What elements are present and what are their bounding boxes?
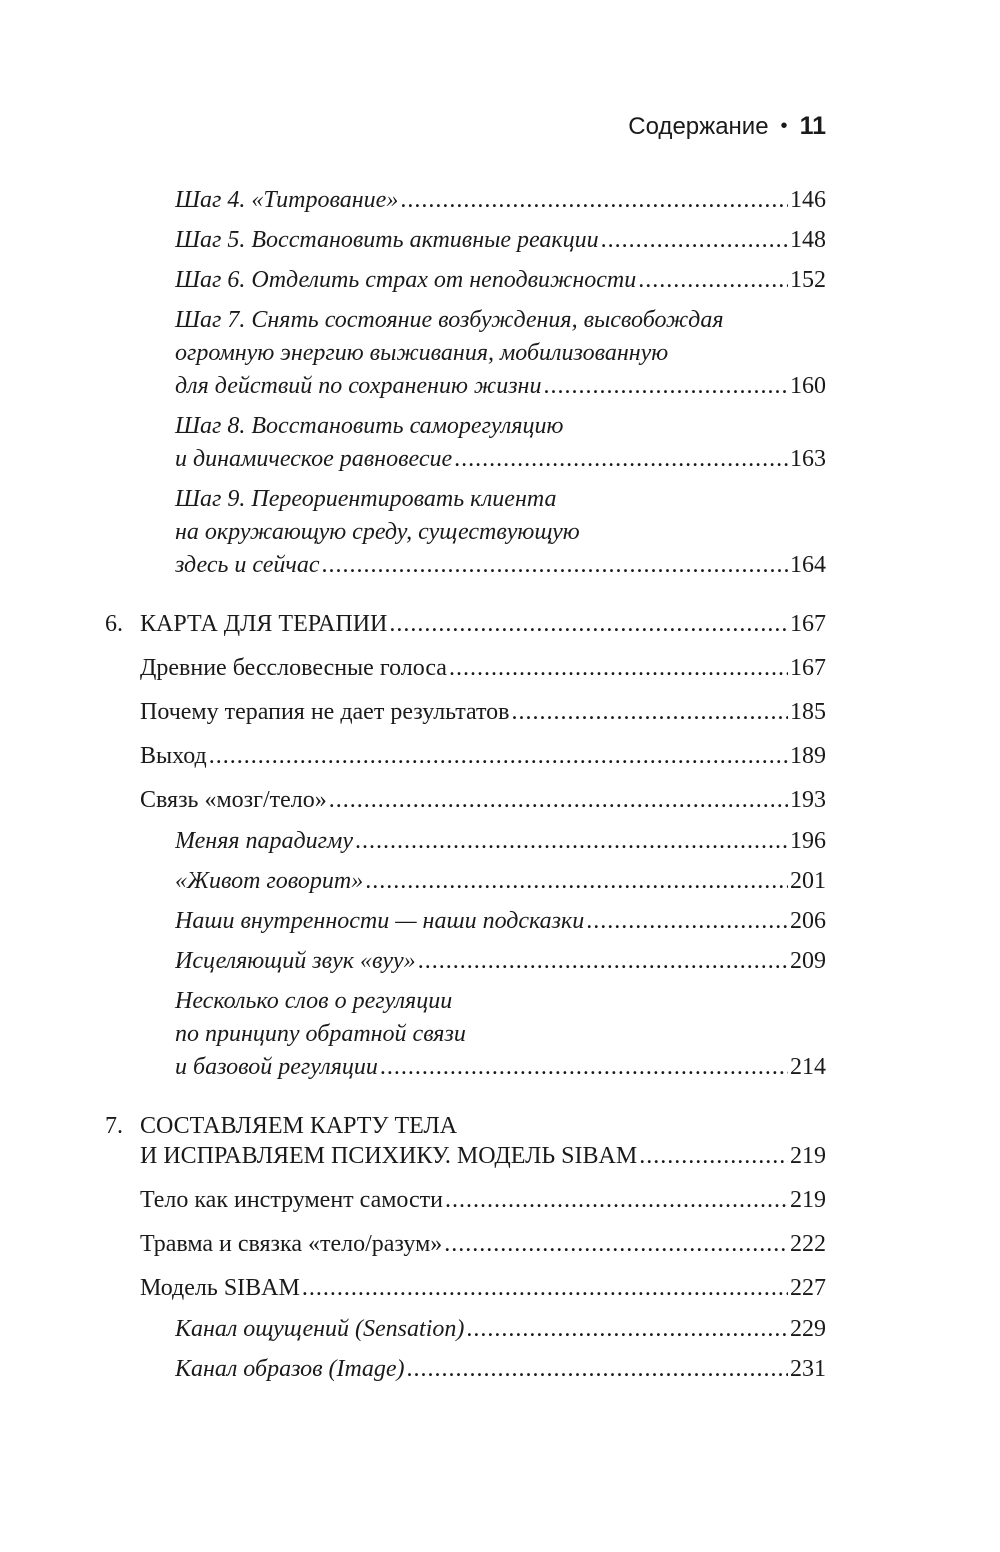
toc-entry-page: 146 <box>790 187 826 213</box>
toc-entry-title: Модель SIBAM <box>140 1275 300 1301</box>
leader-dots <box>329 784 788 816</box>
toc-chapter-7[interactable] <box>140 1140 826 1172</box>
toc-entry-title: Выход <box>140 743 207 769</box>
toc-entry-page: 160 <box>790 373 826 399</box>
toc-entry-trauma-body-mind[interactable] <box>140 1228 826 1260</box>
toc-entry-title: для действий по сохранению жизни <box>175 373 542 399</box>
leader-dots <box>512 696 788 728</box>
leader-dots <box>407 1353 789 1385</box>
toc-entry-title: и базовой регуляции <box>175 1054 378 1080</box>
toc-entry-page: 164 <box>790 552 826 578</box>
toc-entry-step6[interactable] <box>175 264 826 296</box>
chapter-number: 6. <box>105 611 123 637</box>
toc-entry-image-channel[interactable] <box>175 1353 826 1385</box>
toc-entry-page: 219 <box>790 1143 826 1169</box>
toc-chapter-7-line1 <box>105 1110 826 1142</box>
toc-entry-regulation-line2: по принципу обратной связи <box>175 1021 466 1047</box>
toc-entry-title: и динамическое равновесие <box>175 446 453 472</box>
leader-dots <box>454 443 788 475</box>
toc-entry-step8-line1: Шаг 8. Восстановить саморегуляцию <box>175 413 564 439</box>
toc-entry-title: И ИСПРАВЛЯЕМ ПСИХИКУ. МОДЕЛЬ SIBAM <box>140 1143 638 1169</box>
leader-dots <box>601 224 788 256</box>
toc-entry-regulation-line1: Несколько слов о регуляции <box>175 988 453 1014</box>
toc-entry-title: КАРТА ДЛЯ ТЕРАПИИ <box>140 611 388 637</box>
toc-entry-page: 189 <box>790 743 826 769</box>
toc-entry-page: 209 <box>790 948 826 974</box>
leader-dots <box>444 1228 788 1260</box>
toc-entry-step8[interactable] <box>175 443 826 475</box>
toc-entry-page: 206 <box>790 908 826 934</box>
toc-entry-step7-line2: огромную энергию выживания, мобилизованную <box>175 340 669 366</box>
toc-entry-step9-line1: Шаг 9. Переориентировать клиента <box>175 486 557 512</box>
toc-entry-page: 231 <box>790 1356 826 1382</box>
toc-entry-title: здесь и сейчас <box>175 552 320 578</box>
toc-entry-page: 193 <box>790 787 826 813</box>
leader-dots <box>389 608 788 640</box>
toc-entry-title: Древние бессловесные голоса <box>140 655 447 681</box>
running-head <box>628 112 826 141</box>
toc-entry-step7[interactable] <box>175 370 826 402</box>
toc-entry-title: Почему терапия не дает результатов <box>140 699 510 725</box>
leader-dots <box>321 549 788 581</box>
leader-dots <box>365 865 788 897</box>
running-head-separator: • <box>780 115 788 137</box>
toc-entry-title: «Живот говорит» <box>175 868 364 894</box>
toc-entry-page: 201 <box>790 868 826 894</box>
toc-entry-page: 229 <box>790 1316 826 1342</box>
toc-entry-step9-line2: на окружающую среду, существующую <box>175 519 580 545</box>
leader-dots <box>302 1272 788 1304</box>
leader-dots <box>209 740 788 772</box>
toc-entry-page: 214 <box>790 1054 826 1080</box>
toc-entry-title: Канал ощущений (Sensation) <box>175 1316 465 1342</box>
toc-entry-title-line1: СОСТАВЛЯЕМ КАРТУ ТЕЛА <box>140 1113 458 1139</box>
leader-dots <box>543 370 788 402</box>
page-number: 11 <box>799 112 826 140</box>
toc-entry-page: 196 <box>790 828 826 854</box>
toc-entry-title: Исцеляющий звук «вуу» <box>175 948 416 974</box>
leader-dots <box>449 652 788 684</box>
toc-entry-page: 219 <box>790 1187 826 1213</box>
running-head-title: Содержание <box>628 113 769 140</box>
toc-entry-sibam-model[interactable] <box>140 1272 826 1304</box>
toc-entry-title: Канал образов (Image) <box>175 1356 405 1382</box>
chapter-number: 7. <box>105 1113 123 1139</box>
toc-entry-step7-line1: Шаг 7. Снять состояние возбуждения, высвобождая <box>175 307 724 333</box>
toc-entry-belly-speaks[interactable] <box>175 865 826 897</box>
toc-entry-title: Травма и связка «тело/разум» <box>140 1231 443 1257</box>
toc-entry-body-instrument[interactable] <box>140 1184 826 1216</box>
toc-entry-exit[interactable] <box>140 740 826 772</box>
toc-entry-page: 148 <box>790 227 826 253</box>
toc-entry-title: Шаг 6. Отделить страх от неподвижности <box>175 267 637 293</box>
toc-entry-page: 152 <box>790 267 826 293</box>
toc-entry-page: 227 <box>790 1275 826 1301</box>
toc-entry-title: Шаг 5. Восстановить активные реакции <box>175 227 599 253</box>
toc-entry-page: 167 <box>790 655 826 681</box>
leader-dots <box>418 945 788 977</box>
toc-entry-brain-body[interactable] <box>140 784 826 816</box>
leader-dots <box>638 264 788 296</box>
toc-entry-page: 222 <box>790 1231 826 1257</box>
toc-entry-voo-sound[interactable] <box>175 945 826 977</box>
toc-entry-page: 167 <box>790 611 826 637</box>
toc-entry-title: Шаг 4. «Титрование» <box>175 187 399 213</box>
toc-entry-gut-hints[interactable] <box>175 905 826 937</box>
toc-entry-why-therapy-fails[interactable] <box>140 696 826 728</box>
toc-entry-title: Меняя парадигму <box>175 828 353 854</box>
toc-entry-step4[interactable] <box>175 184 826 216</box>
toc-entry-step9[interactable] <box>175 549 826 581</box>
leader-dots <box>380 1051 788 1083</box>
toc-entry-paradigm[interactable] <box>175 825 826 857</box>
leader-dots <box>586 905 788 937</box>
toc-chapter-6[interactable] <box>105 608 826 640</box>
leader-dots <box>466 1313 788 1345</box>
toc-entry-title: Связь «мозг/тело» <box>140 787 327 813</box>
leader-dots <box>639 1140 788 1172</box>
toc-entry-page: 163 <box>790 446 826 472</box>
leader-dots <box>445 1184 788 1216</box>
toc-entry-regulation[interactable] <box>175 1051 826 1083</box>
toc-entry-title: Тело как инструмент самости <box>140 1187 444 1213</box>
leader-dots <box>400 184 788 216</box>
toc-entry-title: Наши внутренности — наши подсказки <box>175 908 585 934</box>
toc-entry-sensation-channel[interactable] <box>175 1313 826 1345</box>
toc-entry-page: 185 <box>790 699 826 725</box>
leader-dots <box>355 825 788 857</box>
toc-entry-step5[interactable] <box>175 224 826 256</box>
toc-entry-ancient-voices[interactable] <box>140 652 826 684</box>
